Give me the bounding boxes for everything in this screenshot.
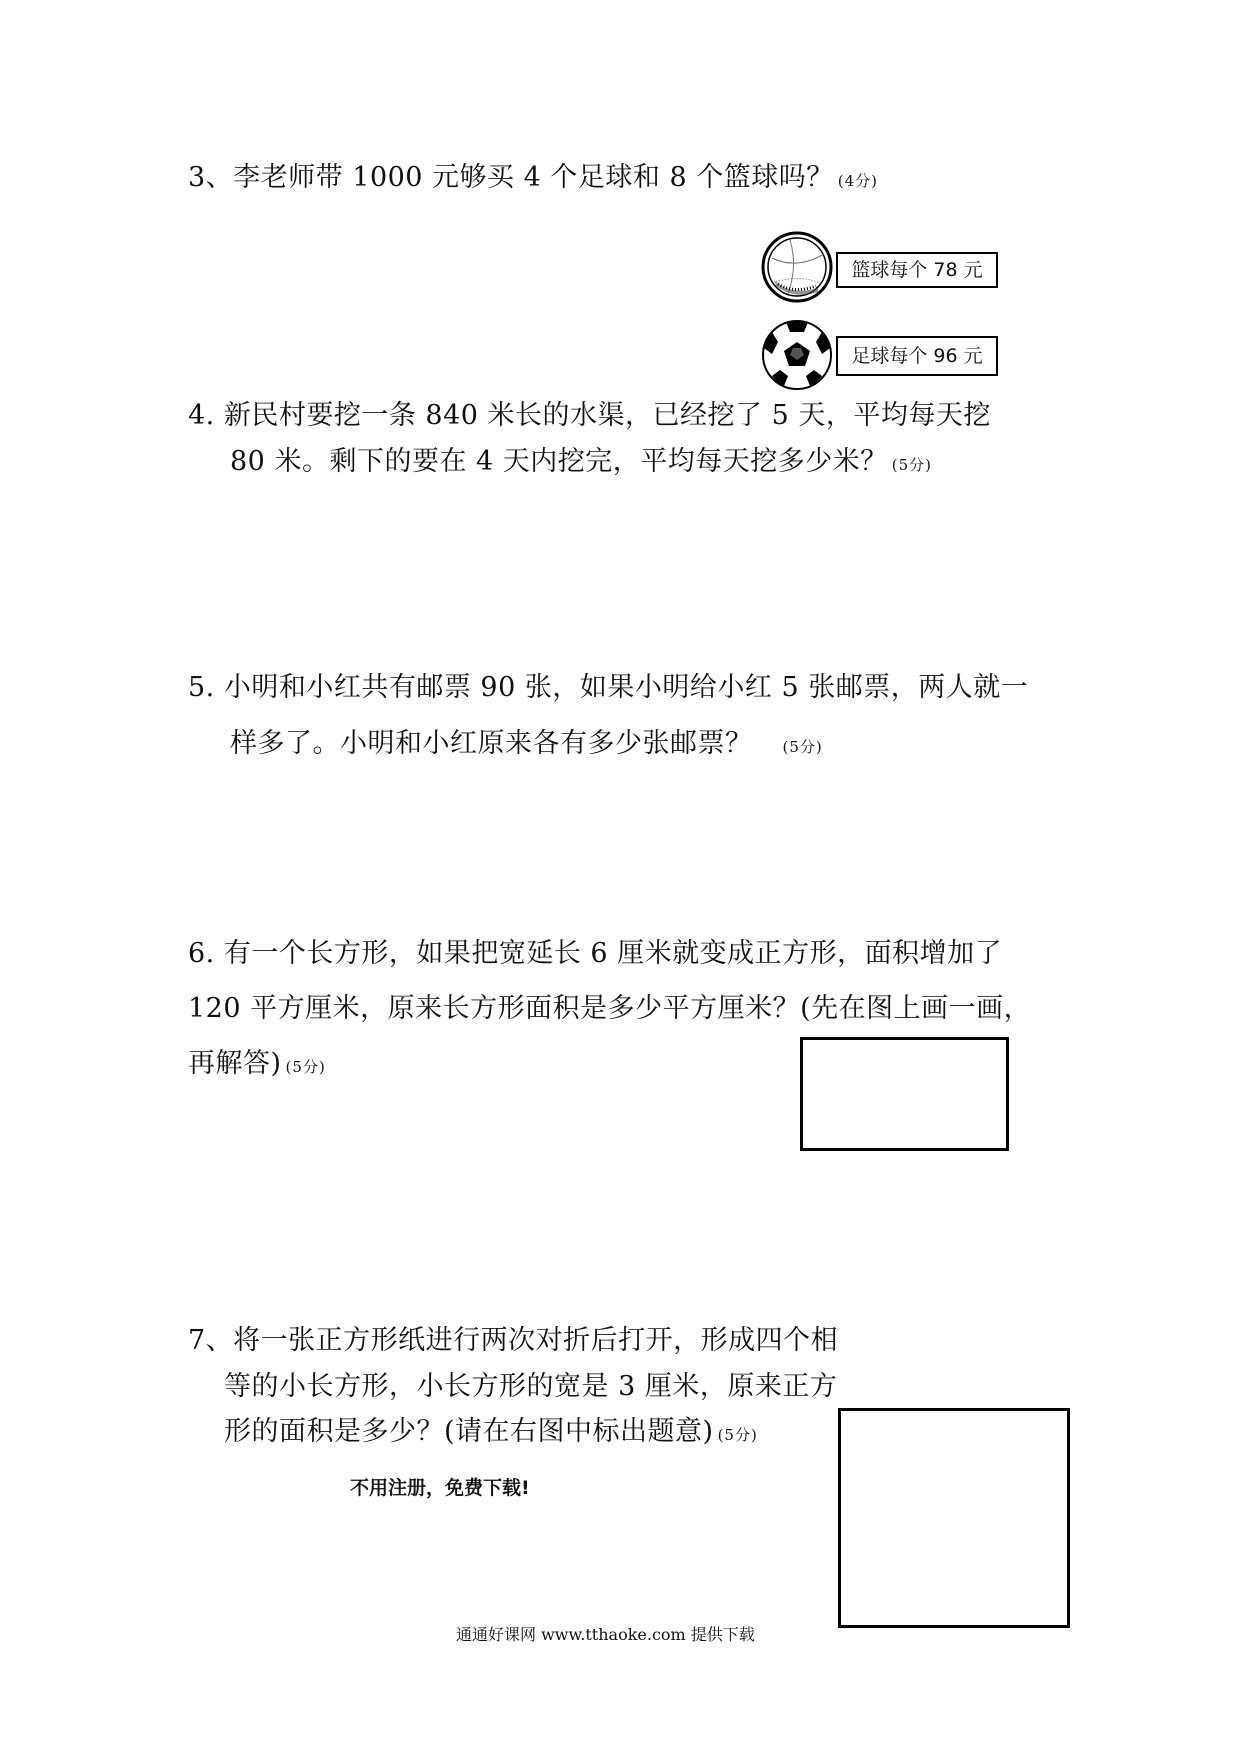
question-4-text: 80 米。剩下的要在 4 天内挖完，平均每天挖多少米？ bbox=[230, 446, 888, 477]
question-3-text: 3、李老师带 1000 元够买 4 个足球和 8 个篮球吗？ bbox=[188, 162, 834, 193]
question-6-text: 再解答) bbox=[188, 1048, 282, 1079]
question-7-line-1: 7、将一张正方形纸进行两次对折后打开，形成四个相 bbox=[188, 1325, 839, 1356]
download-note: 不用注册，免费下载! bbox=[350, 1477, 530, 1499]
question-7-score: (5分) bbox=[717, 1426, 758, 1444]
question-7-text: 形的面积是多少？(请在右图中标出题意) bbox=[224, 1416, 714, 1447]
question-4-line-2 bbox=[230, 448, 932, 475]
rectangle-drawing-area bbox=[800, 1037, 1009, 1151]
football-icon bbox=[760, 318, 834, 392]
question-5-line-1: 5. 小明和小红共有邮票 90 张，如果小明给小红 5 张邮票，两人就一 bbox=[188, 672, 1029, 703]
question-6-line-1: 6. 有一个长方形，如果把宽延长 6 厘米就变成正方形，面积增加了 bbox=[188, 938, 1003, 969]
question-5-text: 样多了。小明和小红原来各有多少张邮票？ bbox=[230, 728, 753, 759]
question-6-line-2: 120 平方厘米，原来长方形面积是多少平方厘米？(先在图上画一画， bbox=[188, 993, 1032, 1024]
footer-credit: 通通好课网 www.tthaoke.com 提供下载 bbox=[456, 1625, 755, 1644]
question-6-line-3 bbox=[188, 1050, 326, 1077]
basketball-icon bbox=[760, 230, 834, 304]
question-3-score: (4分) bbox=[837, 172, 878, 190]
question-3 bbox=[188, 164, 878, 191]
question-5-line-2 bbox=[230, 730, 823, 757]
square-drawing-area bbox=[838, 1408, 1070, 1628]
question-4-score: (5分) bbox=[891, 456, 933, 474]
question-4-line-1: 4. 新民村要挖一条 840 米长的水渠，已经挖了 5 天，平均每天挖 bbox=[188, 400, 991, 431]
question-6-score: (5分) bbox=[285, 1058, 326, 1076]
football-price-label: 足球每个 96 元 bbox=[836, 336, 998, 376]
question-7-line-2: 等的小长方形，小长方形的宽是 3 厘米，原来正方 bbox=[224, 1371, 838, 1402]
basketball-price-label: 篮球每个 78 元 bbox=[836, 252, 998, 288]
question-7-line-3 bbox=[224, 1418, 758, 1445]
question-5-score: (5分) bbox=[782, 738, 823, 756]
